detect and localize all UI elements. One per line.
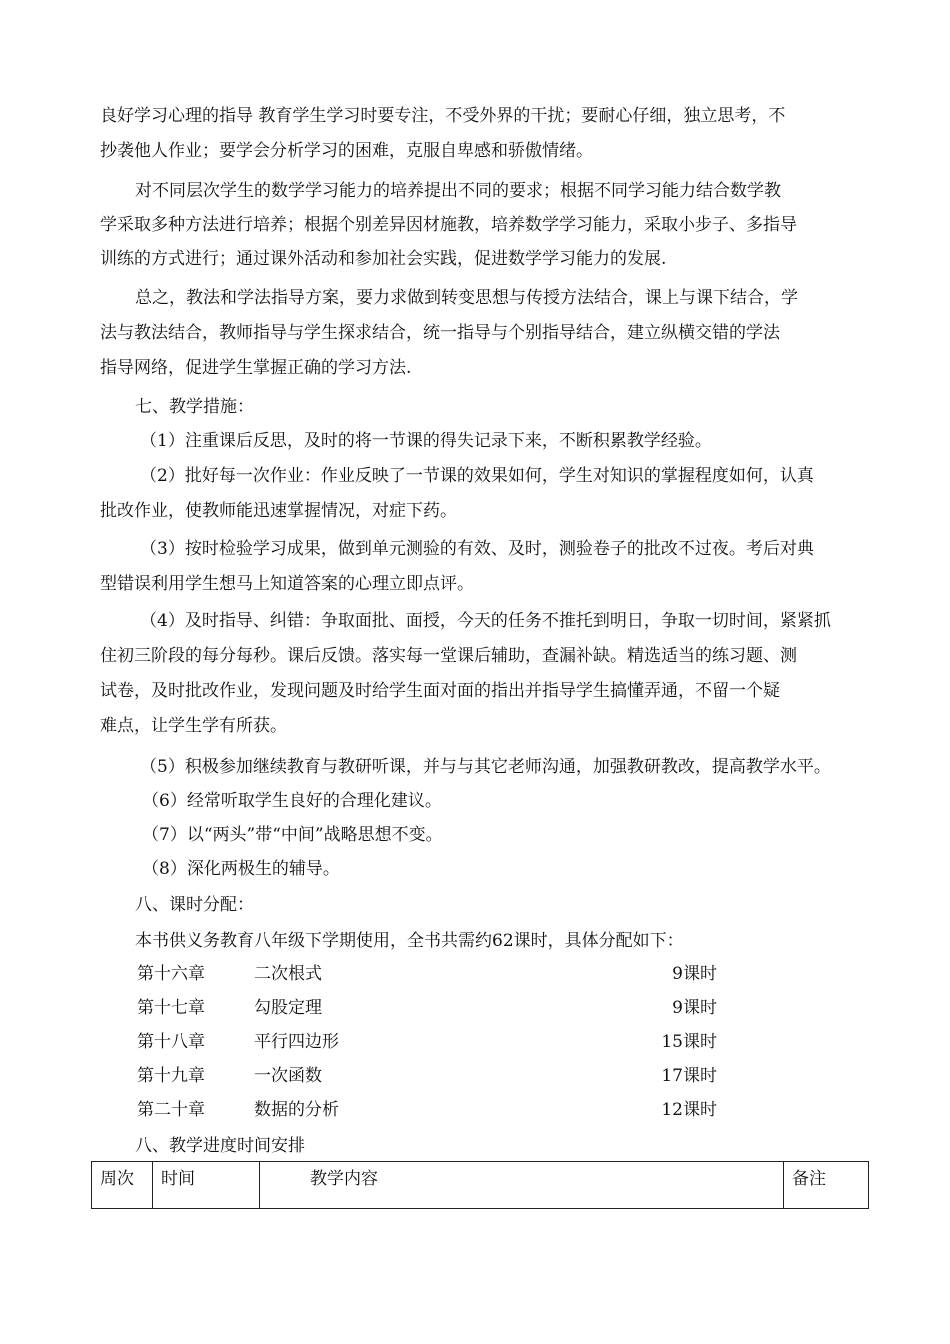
section-heading: 八、教学进度时间安排 [135, 1136, 305, 1156]
paragraph-line: 总之，教法和学法指导方案，要力求做到转变思想与传授方法结合，课上与课下结合，学 [135, 288, 798, 308]
section-heading: 八、课时分配： [135, 895, 254, 915]
paragraph-line: 抄袭他人作业；要学会分析学习的困难，克服自卑感和骄傲情绪。 [100, 141, 593, 161]
paragraph-line: 对不同层次学生的数学学习能力的培养提出不同的要求；根据不同学习能力结合数学教 [135, 181, 781, 201]
measure-line: （1）注重课后反思，及时的将一节课的得失记录下来，不断积累教学经验。 [140, 431, 712, 451]
measure-line: （2）批好每一次作业：作业反映了一节课的效果如何，学生对知识的掌握程度如何，认真 [140, 466, 814, 486]
chapter-row [137, 963, 717, 985]
paragraph-line: 指导网络，促进学生掌握正确的学习方法. [100, 358, 412, 378]
header-remarks: 备注 [784, 1162, 869, 1209]
header-time: 时间 [153, 1162, 260, 1209]
chapter-number: 第十八章 [137, 1032, 205, 1052]
measure-line: （6）经常听取学生良好的合理化建议。 [142, 791, 442, 811]
measure-line: 试卷，及时批改作业，发现问题及时给学生面对面的指出并指导学生搞懂弄通，不留一个疑 [100, 681, 780, 701]
chapter-title: 一次函数 [254, 1066, 322, 1086]
chapter-row [137, 997, 717, 1019]
table-header-row [92, 1162, 869, 1209]
schedule-table [91, 1161, 869, 1209]
header-week: 周次 [92, 1162, 153, 1209]
chapter-hours: 9课时 [672, 998, 717, 1018]
measure-line: 难点，让学生学有所获。 [100, 716, 287, 736]
chapter-hours: 17课时 [661, 1066, 717, 1086]
measure-line: （3）按时检验学习成果，做到单元测验的有效、及时，测验卷子的批改不过夜。考后对典 [140, 539, 814, 559]
chapter-number: 第十九章 [137, 1066, 205, 1086]
measure-line: （8）深化两极生的辅导。 [142, 859, 340, 879]
chapter-row [137, 1065, 717, 1087]
chapter-row [137, 1099, 717, 1121]
measure-line: 批改作业，使教师能迅速掌握情况，对症下药。 [100, 501, 457, 521]
chapter-number: 第十六章 [137, 964, 205, 984]
paragraph-line: 学采取多种方法进行培养；根据个别差异因材施教，培养数学学习能力，采取小步子、多指导 [100, 215, 797, 235]
hours-intro: 本书供义务教育八年级下学期使用，全书共需约62课时，具体分配如下： [135, 931, 684, 951]
chapter-title: 平行四边形 [254, 1032, 339, 1052]
measure-line: （7）以“两头”带“中间”战略思想不变。 [142, 825, 443, 845]
chapter-title: 勾股定理 [254, 998, 322, 1018]
chapter-hours: 12课时 [661, 1100, 717, 1120]
chapter-title: 数据的分析 [254, 1100, 339, 1120]
chapter-number: 第二十章 [137, 1100, 205, 1120]
chapter-hours: 15课时 [661, 1032, 717, 1052]
header-content: 教学内容 [260, 1162, 784, 1209]
chapter-hours: 9课时 [672, 964, 717, 984]
paragraph-line: 法与教法结合，教师指导与学生探求结合，统一指导与个别指导结合，建立纵横交错的学法 [100, 323, 780, 343]
section-heading: 七、教学措施： [135, 397, 254, 417]
measure-line: 住初三阶段的每分每秒。课后反馈。落实每一堂课后辅助，查漏补缺。精选适当的练习题、测 [100, 646, 797, 666]
chapter-title: 二次根式 [254, 964, 322, 984]
measure-line: （4）及时指导、纠错：争取面批、面授，今天的任务不推托到明日，争取一切时间，紧紧抓 [140, 611, 831, 631]
measure-line: 型错误利用学生想马上知道答案的心理立即点评。 [100, 574, 474, 594]
chapter-row [137, 1031, 717, 1053]
measure-line: （5）积极参加继续教育与教研听课，并与与其它老师沟通，加强教研教改，提高教学水平。 [140, 757, 831, 777]
paragraph-line: 训练的方式进行；通过课外活动和参加社会实践，促进数学学习能力的发展. [100, 249, 667, 269]
chapter-number: 第十七章 [137, 998, 205, 1018]
paragraph-line: 良好学习心理的指导 教育学生学习时要专注，不受外界的干扰；要耐心仔细，独立思考，不 [100, 106, 786, 126]
